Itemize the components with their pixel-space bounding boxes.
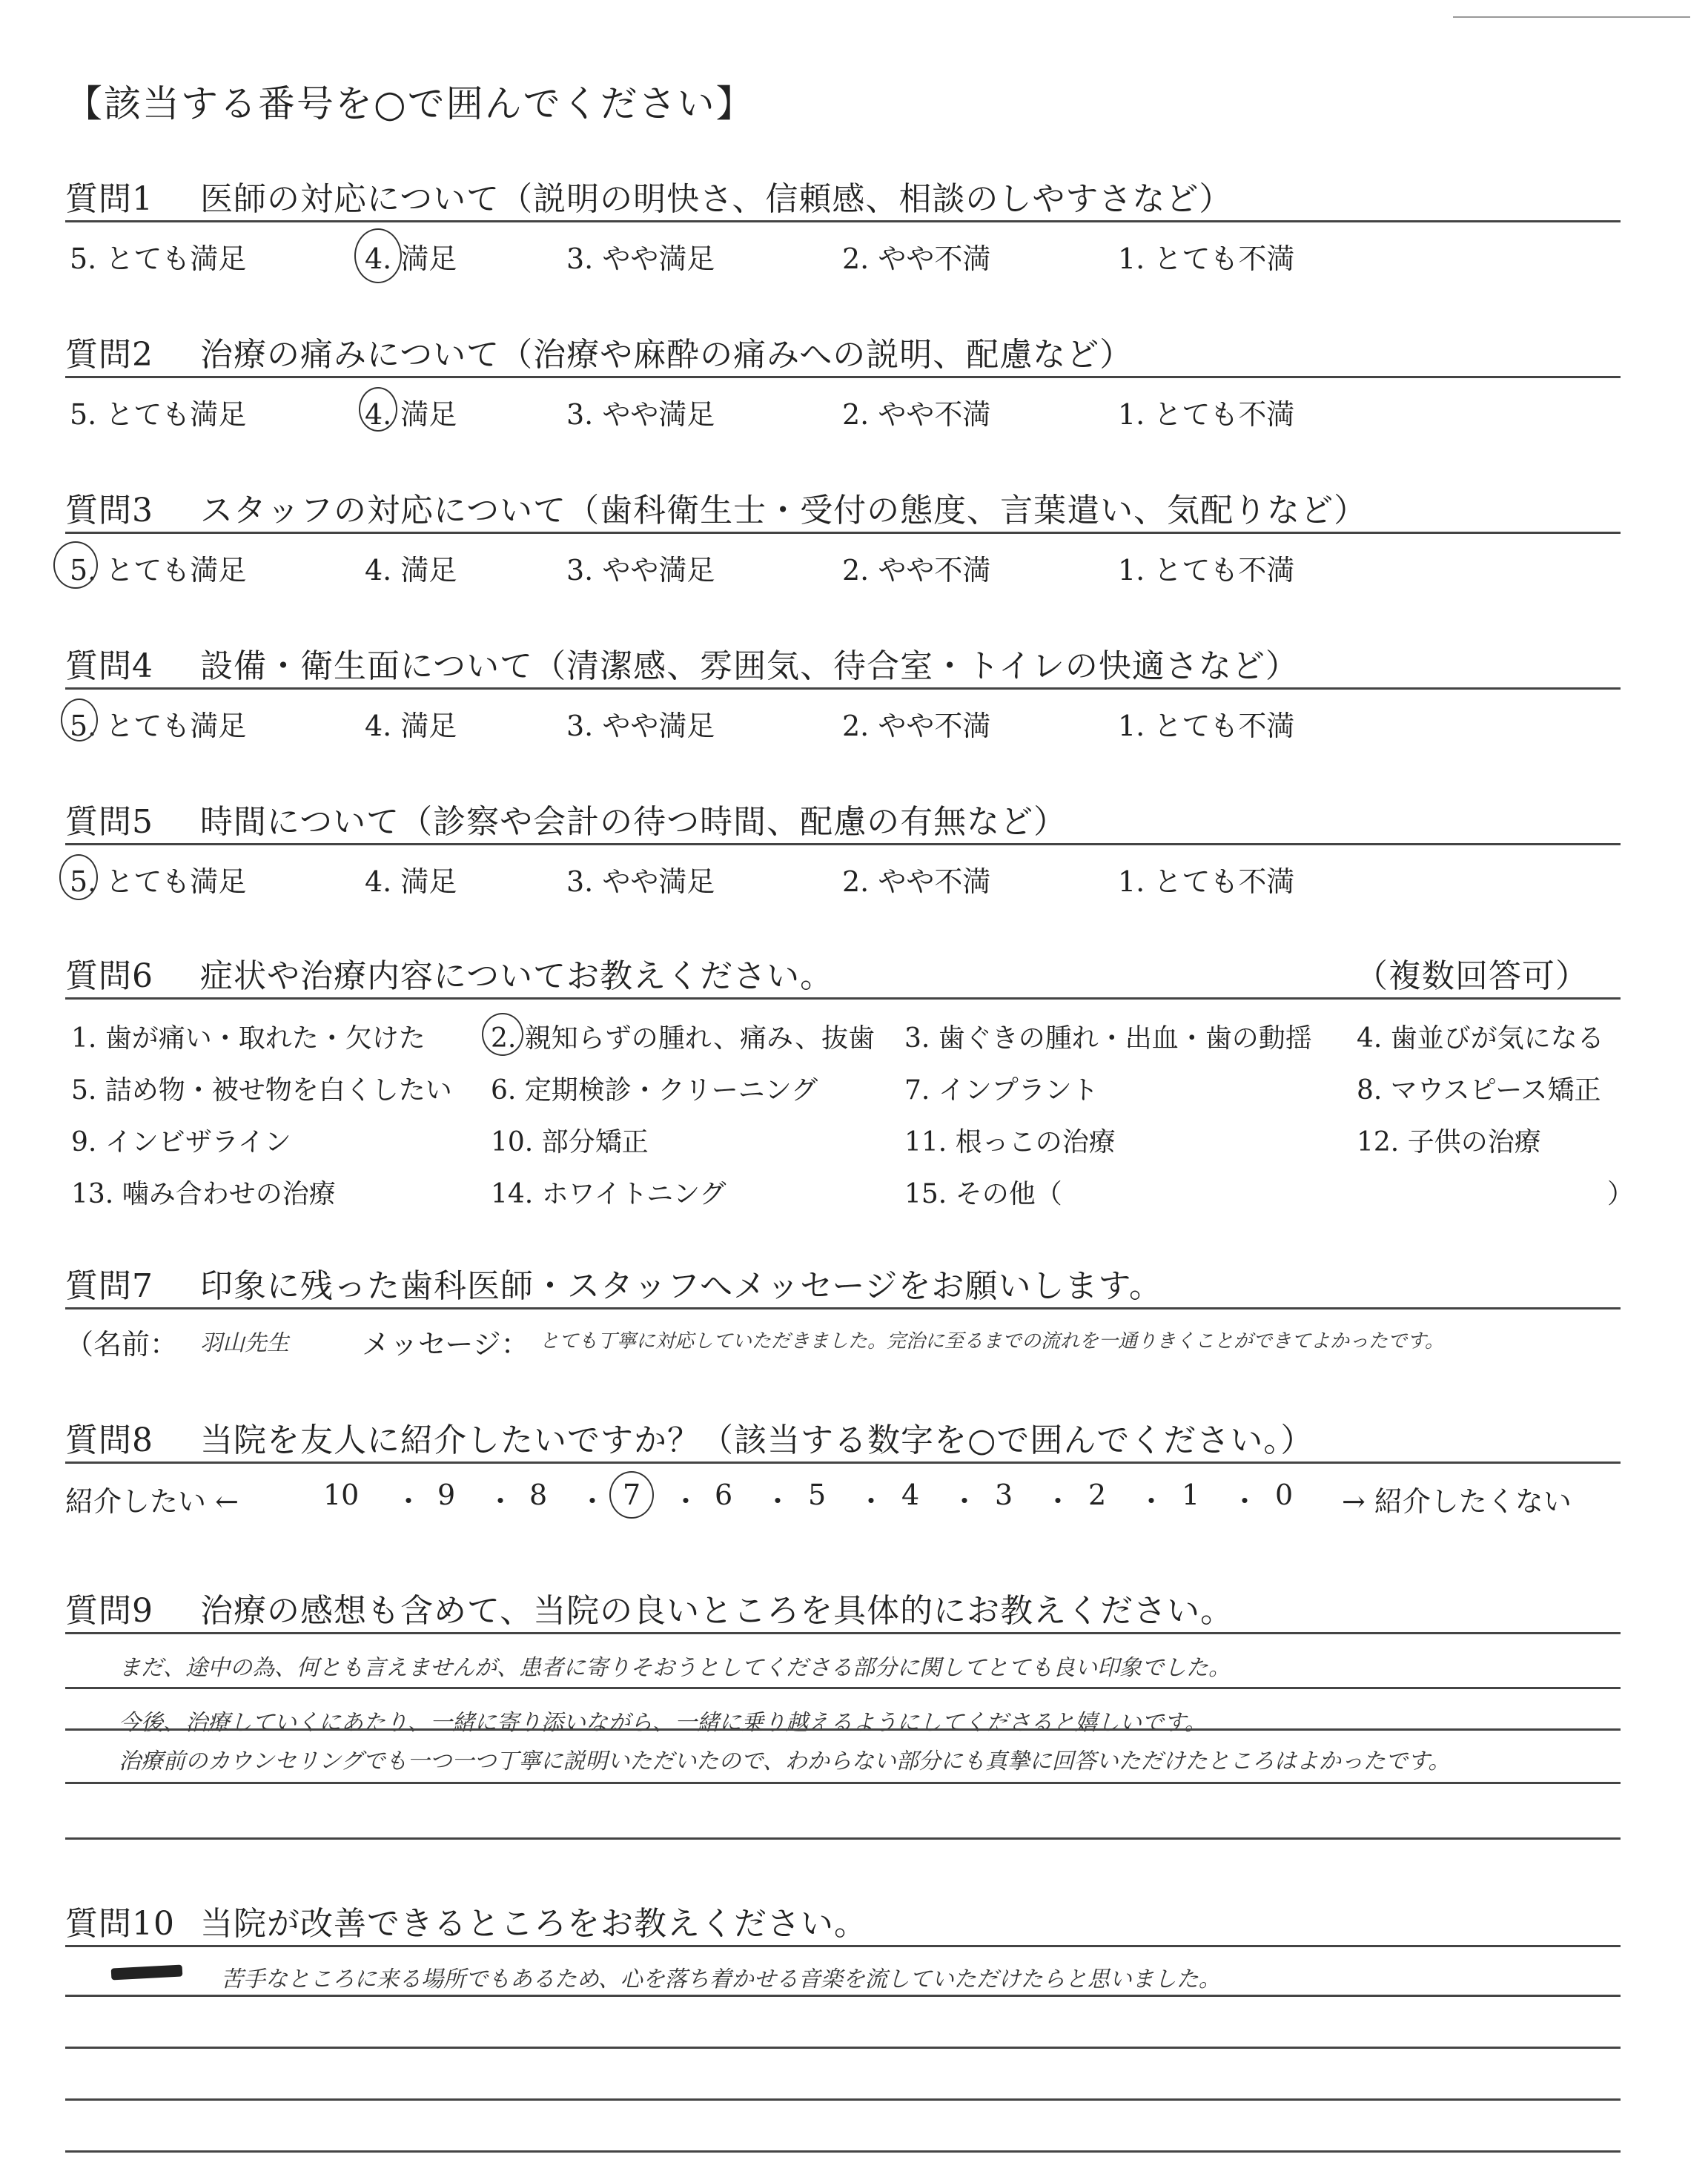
q10-rule-2 — [65, 2047, 1621, 2049]
q7-text: 印象に残った歯科医師・スタッフへメッセージをお願いします。 — [200, 1267, 1162, 1305]
q2-rule — [65, 376, 1621, 378]
q7-label: 質問7 — [65, 1267, 153, 1305]
q8-scale-7[interactable]: 7 — [623, 1479, 641, 1511]
q2-selection-circle — [359, 387, 397, 432]
q6-item-6[interactable]: 6. 定期検診・クリーニング — [491, 1075, 818, 1106]
q8-label: 質問8 — [65, 1421, 153, 1459]
q9-answer-1[interactable]: まだ、途中の為、何とも言えませんが、患者に寄りそおうとしてくださる部分に関してとても良い印象でした。 — [119, 1655, 1231, 1681]
q3-rule — [65, 532, 1621, 534]
q9-label: 質問9 — [65, 1592, 153, 1630]
form-header: 【該当する番号を○で囲んでください】 — [65, 82, 755, 125]
crossed-out-scribble — [111, 1964, 183, 1980]
q6-item-14[interactable]: 14. ホワイトニング — [491, 1179, 726, 1209]
q2-label: 質問2 — [65, 336, 153, 374]
q1-opt-1[interactable]: 1. とても不満 — [1118, 242, 1295, 275]
q8-scale-2[interactable]: 2 — [1088, 1479, 1107, 1511]
q10-rule-1 — [65, 1995, 1621, 1997]
q4-label: 質問4 — [65, 647, 153, 685]
q9-answer-2[interactable]: 今後、治療していくにあたり、一緒に寄り添いながら、一緒に乗り越えるようにしてくださると嬉しいです。 — [119, 1710, 1207, 1736]
q5-opt-4[interactable]: 4. 満足 — [365, 865, 457, 898]
q8-left-label: 紹介したい ← — [65, 1485, 239, 1518]
q7-message-label: メッセージ： — [362, 1328, 529, 1361]
q8-scale-3[interactable]: 3 — [995, 1479, 1013, 1511]
q6-item-13[interactable]: 13. 噛み合わせの治療 — [71, 1179, 336, 1209]
q6-item-1[interactable]: 1. 歯が痛い・取れた・欠けた — [71, 1023, 426, 1054]
q1-text: 医師の対応について（説明の明快さ、信頼感、相談のしやすさなど） — [200, 180, 1233, 218]
q2-opt-1[interactable]: 1. とても不満 — [1118, 398, 1295, 431]
q9-rule-1 — [65, 1687, 1621, 1689]
q2-opt-4[interactable]: 4. 満足 — [365, 398, 457, 431]
q6-note: （複数回答可） — [1355, 957, 1589, 995]
q2-opt-5[interactable]: 5. とても満足 — [70, 398, 247, 431]
q10-answer-1[interactable]: 苦手なところに来る場所でもあるため、心を落ち着かせる音楽を流していただけたらと思いました。 — [221, 1966, 1221, 1992]
q10-rule-0 — [65, 1945, 1621, 1947]
q8-sep: ・ — [486, 1485, 515, 1518]
q1-rule — [65, 220, 1621, 222]
q9-rule-4 — [65, 1837, 1621, 1840]
q8-scale-10[interactable]: 10 — [323, 1479, 360, 1511]
q3-text: スタッフの対応について（歯科衛生士・受付の態度、言葉遣い、気配りなど） — [200, 492, 1368, 529]
q10-rule-3 — [65, 2098, 1621, 2101]
q4-opt-3[interactable]: 3. やや満足 — [566, 710, 715, 742]
q6-item-11[interactable]: 11. 根っこの治療 — [904, 1127, 1116, 1157]
q6-item-15[interactable]: 15. その他（ — [904, 1179, 1062, 1209]
q7-name-value[interactable]: 羽山先生 — [200, 1330, 289, 1356]
q4-selection-circle — [61, 698, 98, 742]
q8-sep: ・ — [1137, 1485, 1166, 1518]
q9-rule-0 — [65, 1632, 1621, 1634]
q7-rule — [65, 1307, 1621, 1309]
q6-item-8[interactable]: 8. マウスピース矯正 — [1357, 1075, 1601, 1106]
q5-opt-1[interactable]: 1. とても不満 — [1118, 865, 1295, 898]
q9-answer-3[interactable]: 治療前のカウンセリングでも一つ一つ丁寧に説明いただいたので、わからない部分にも真摯に回答いただけたところはよかったです。 — [119, 1748, 1451, 1774]
q6-rule — [65, 997, 1621, 1000]
q6-item-7[interactable]: 7. インプラント — [904, 1075, 1099, 1106]
q5-text: 時間について（診察や会計の待つ時間、配慮の有無など） — [200, 803, 1068, 841]
q7-message-value[interactable]: とても丁寧に対応していただきました。完治に至るまでの流れを一通りきくことができてよかったです。 — [540, 1330, 1444, 1353]
q3-opt-1[interactable]: 1. とても不満 — [1118, 554, 1295, 587]
q5-selection-circle — [59, 854, 98, 900]
q4-opt-1[interactable]: 1. とても不満 — [1118, 710, 1295, 742]
q8-text: 当院を友人に紹介したいですか？（該当する数字を○で囲んでください。） — [200, 1421, 1314, 1459]
q1-opt-3[interactable]: 3. やや満足 — [566, 242, 715, 275]
q6-selection-circle — [482, 1013, 523, 1056]
q6-item-2[interactable]: 2. 親知らずの腫れ、痛み、抜歯 — [491, 1023, 875, 1054]
q5-opt-2[interactable]: 2. やや不満 — [842, 865, 991, 898]
q3-opt-4[interactable]: 4. 満足 — [365, 554, 457, 587]
q9-rule-3 — [65, 1782, 1621, 1784]
q1-label: 質問1 — [65, 180, 153, 218]
q5-opt-5[interactable]: 5. とても満足 — [70, 865, 247, 898]
q8-scale-5[interactable]: 5 — [808, 1479, 827, 1511]
q8-sep: ・ — [394, 1485, 423, 1518]
q7-name-label: （名前： — [65, 1328, 179, 1361]
q8-selection-circle — [609, 1471, 654, 1519]
q8-scale-0[interactable]: 0 — [1275, 1479, 1294, 1511]
q5-label: 質問5 — [65, 803, 153, 841]
q10-rule-4 — [65, 2150, 1621, 2153]
q4-opt-2[interactable]: 2. やや不満 — [842, 710, 991, 742]
q8-right-label: → 紹介したくない — [1342, 1485, 1572, 1518]
q4-text: 設備・衛生面について（清潔感、雰囲気、待合室・トイレの快適さなど） — [200, 647, 1299, 685]
q5-rule — [65, 843, 1621, 845]
q3-opt-3[interactable]: 3. やや満足 — [566, 554, 715, 587]
q8-scale-6[interactable]: 6 — [715, 1479, 733, 1511]
q4-rule — [65, 687, 1621, 690]
q8-scale-1[interactable]: 1 — [1182, 1479, 1200, 1511]
q8-sep: ・ — [672, 1485, 701, 1518]
q6-item-3[interactable]: 3. 歯ぐきの腫れ・出血・歯の動揺 — [904, 1023, 1312, 1054]
q9-rule-2 — [65, 1728, 1621, 1731]
q6-label: 質問6 — [65, 957, 153, 995]
q10-text: 当院が改善できるところをお教えください。 — [200, 1905, 867, 1943]
q8-scale-9[interactable]: 9 — [437, 1479, 456, 1511]
q8-sep: ・ — [764, 1485, 792, 1518]
q9-text: 治療の感想も含めて、当院の良いところを具体的にお教えください。 — [200, 1592, 1234, 1630]
q8-sep: ・ — [1044, 1485, 1073, 1518]
q4-opt-5[interactable]: 5. とても満足 — [70, 710, 247, 742]
q2-opt-2[interactable]: 2. やや不満 — [842, 398, 991, 431]
q1-selection-circle — [354, 228, 402, 283]
q6-item-15-close-paren: ） — [1607, 1179, 1635, 1209]
q8-sep: ・ — [857, 1485, 886, 1518]
q10-label: 質問10 — [65, 1905, 175, 1943]
q3-label: 質問3 — [65, 492, 153, 529]
q5-opt-3[interactable]: 3. やや満足 — [566, 865, 715, 898]
q1-opt-5[interactable]: 5. とても満足 — [70, 242, 247, 275]
q2-text: 治療の痛みについて（治療や麻酔の痛みへの説明、配慮など） — [200, 336, 1133, 374]
q4-opt-4[interactable]: 4. 満足 — [365, 710, 457, 742]
q1-opt-4[interactable]: 4. 満足 — [365, 242, 457, 275]
q3-selection-circle — [53, 541, 98, 589]
q8-scale-8[interactable]: 8 — [529, 1479, 548, 1511]
q8-sep: ・ — [578, 1485, 607, 1518]
q6-item-10[interactable]: 10. 部分矯正 — [491, 1127, 649, 1157]
q6-item-5[interactable]: 5. 詰め物・被せ物を白くしたい — [71, 1075, 452, 1106]
q3-opt-5[interactable]: 5. とても満足 — [70, 554, 247, 587]
q6-item-9[interactable]: 9. インビザライン — [71, 1127, 291, 1157]
q6-text: 症状や治療内容についてお教えください。 — [200, 957, 834, 995]
q2-opt-3[interactable]: 3. やや満足 — [566, 398, 715, 431]
top-edge-line — [1453, 16, 1690, 18]
q6-item-4[interactable]: 4. 歯並びが気になる — [1357, 1023, 1604, 1054]
q3-opt-2[interactable]: 2. やや不満 — [842, 554, 991, 587]
q8-scale-4[interactable]: 4 — [901, 1479, 920, 1511]
q8-rule — [65, 1462, 1621, 1464]
q8-sep: ・ — [950, 1485, 979, 1518]
q1-opt-2[interactable]: 2. やや不満 — [842, 242, 991, 275]
q8-sep: ・ — [1231, 1485, 1260, 1518]
q6-item-12[interactable]: 12. 子供の治療 — [1357, 1127, 1541, 1157]
